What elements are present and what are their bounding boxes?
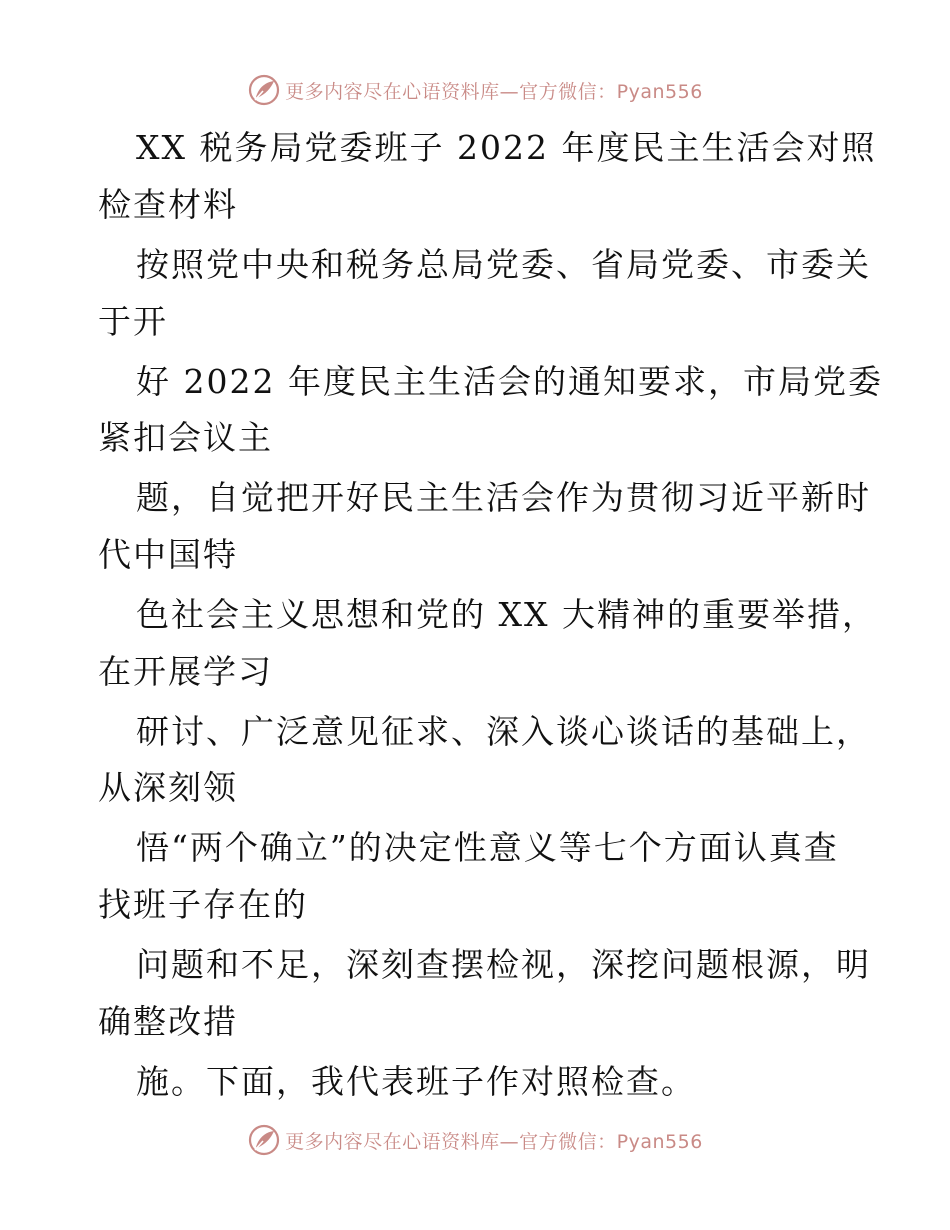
paragraph-line: 代中国特: [98, 535, 238, 574]
paragraph-line: 从深刻领: [98, 768, 238, 807]
watermark-text: 更多内容尽在心语资料库—官方微信：Pyan556: [285, 80, 703, 103]
paragraph-line: 色社会主义思想和党的 XX 大精神的重要举措，: [136, 595, 877, 634]
paragraph-line: 问题和不足，深刻查摆检视，深挖问题根源，明: [136, 945, 871, 984]
paragraph-line: 在开展学习: [98, 652, 273, 691]
title-line-2: 检查材料: [98, 185, 238, 224]
paragraph-line: 悟“两个确立”的决定性意义等七个方面认真查: [136, 828, 839, 867]
leaf-pen-icon: [247, 1123, 281, 1157]
paragraph-line: 研讨、广泛意见征求、深入谈心谈话的基础上，: [136, 712, 871, 751]
paragraph-line: 按照党中央和税务总局党委、省局党委、市委关: [136, 245, 871, 284]
paragraph-line: 紧扣会议主: [98, 418, 273, 457]
paragraph-line: 于开: [98, 302, 168, 341]
footer-watermark: [0, 1120, 950, 1160]
paragraph-line: 找班子存在的: [98, 885, 308, 924]
paragraph-line: 好 2022 年度民主生活会的通知要求，市局党委: [136, 362, 883, 401]
paragraph-line: 确整改措: [98, 1002, 238, 1041]
paragraph-line: 施。下面，我代表班子作对照检查。: [136, 1062, 696, 1101]
title-line-1: XX 税务局党委班子 2022 年度民主生活会对照: [136, 128, 877, 167]
paragraph-line: 题，自觉把开好民主生活会作为贯彻习近平新时: [136, 478, 871, 517]
watermark-text: 更多内容尽在心语资料库—官方微信：Pyan556: [285, 1130, 703, 1153]
